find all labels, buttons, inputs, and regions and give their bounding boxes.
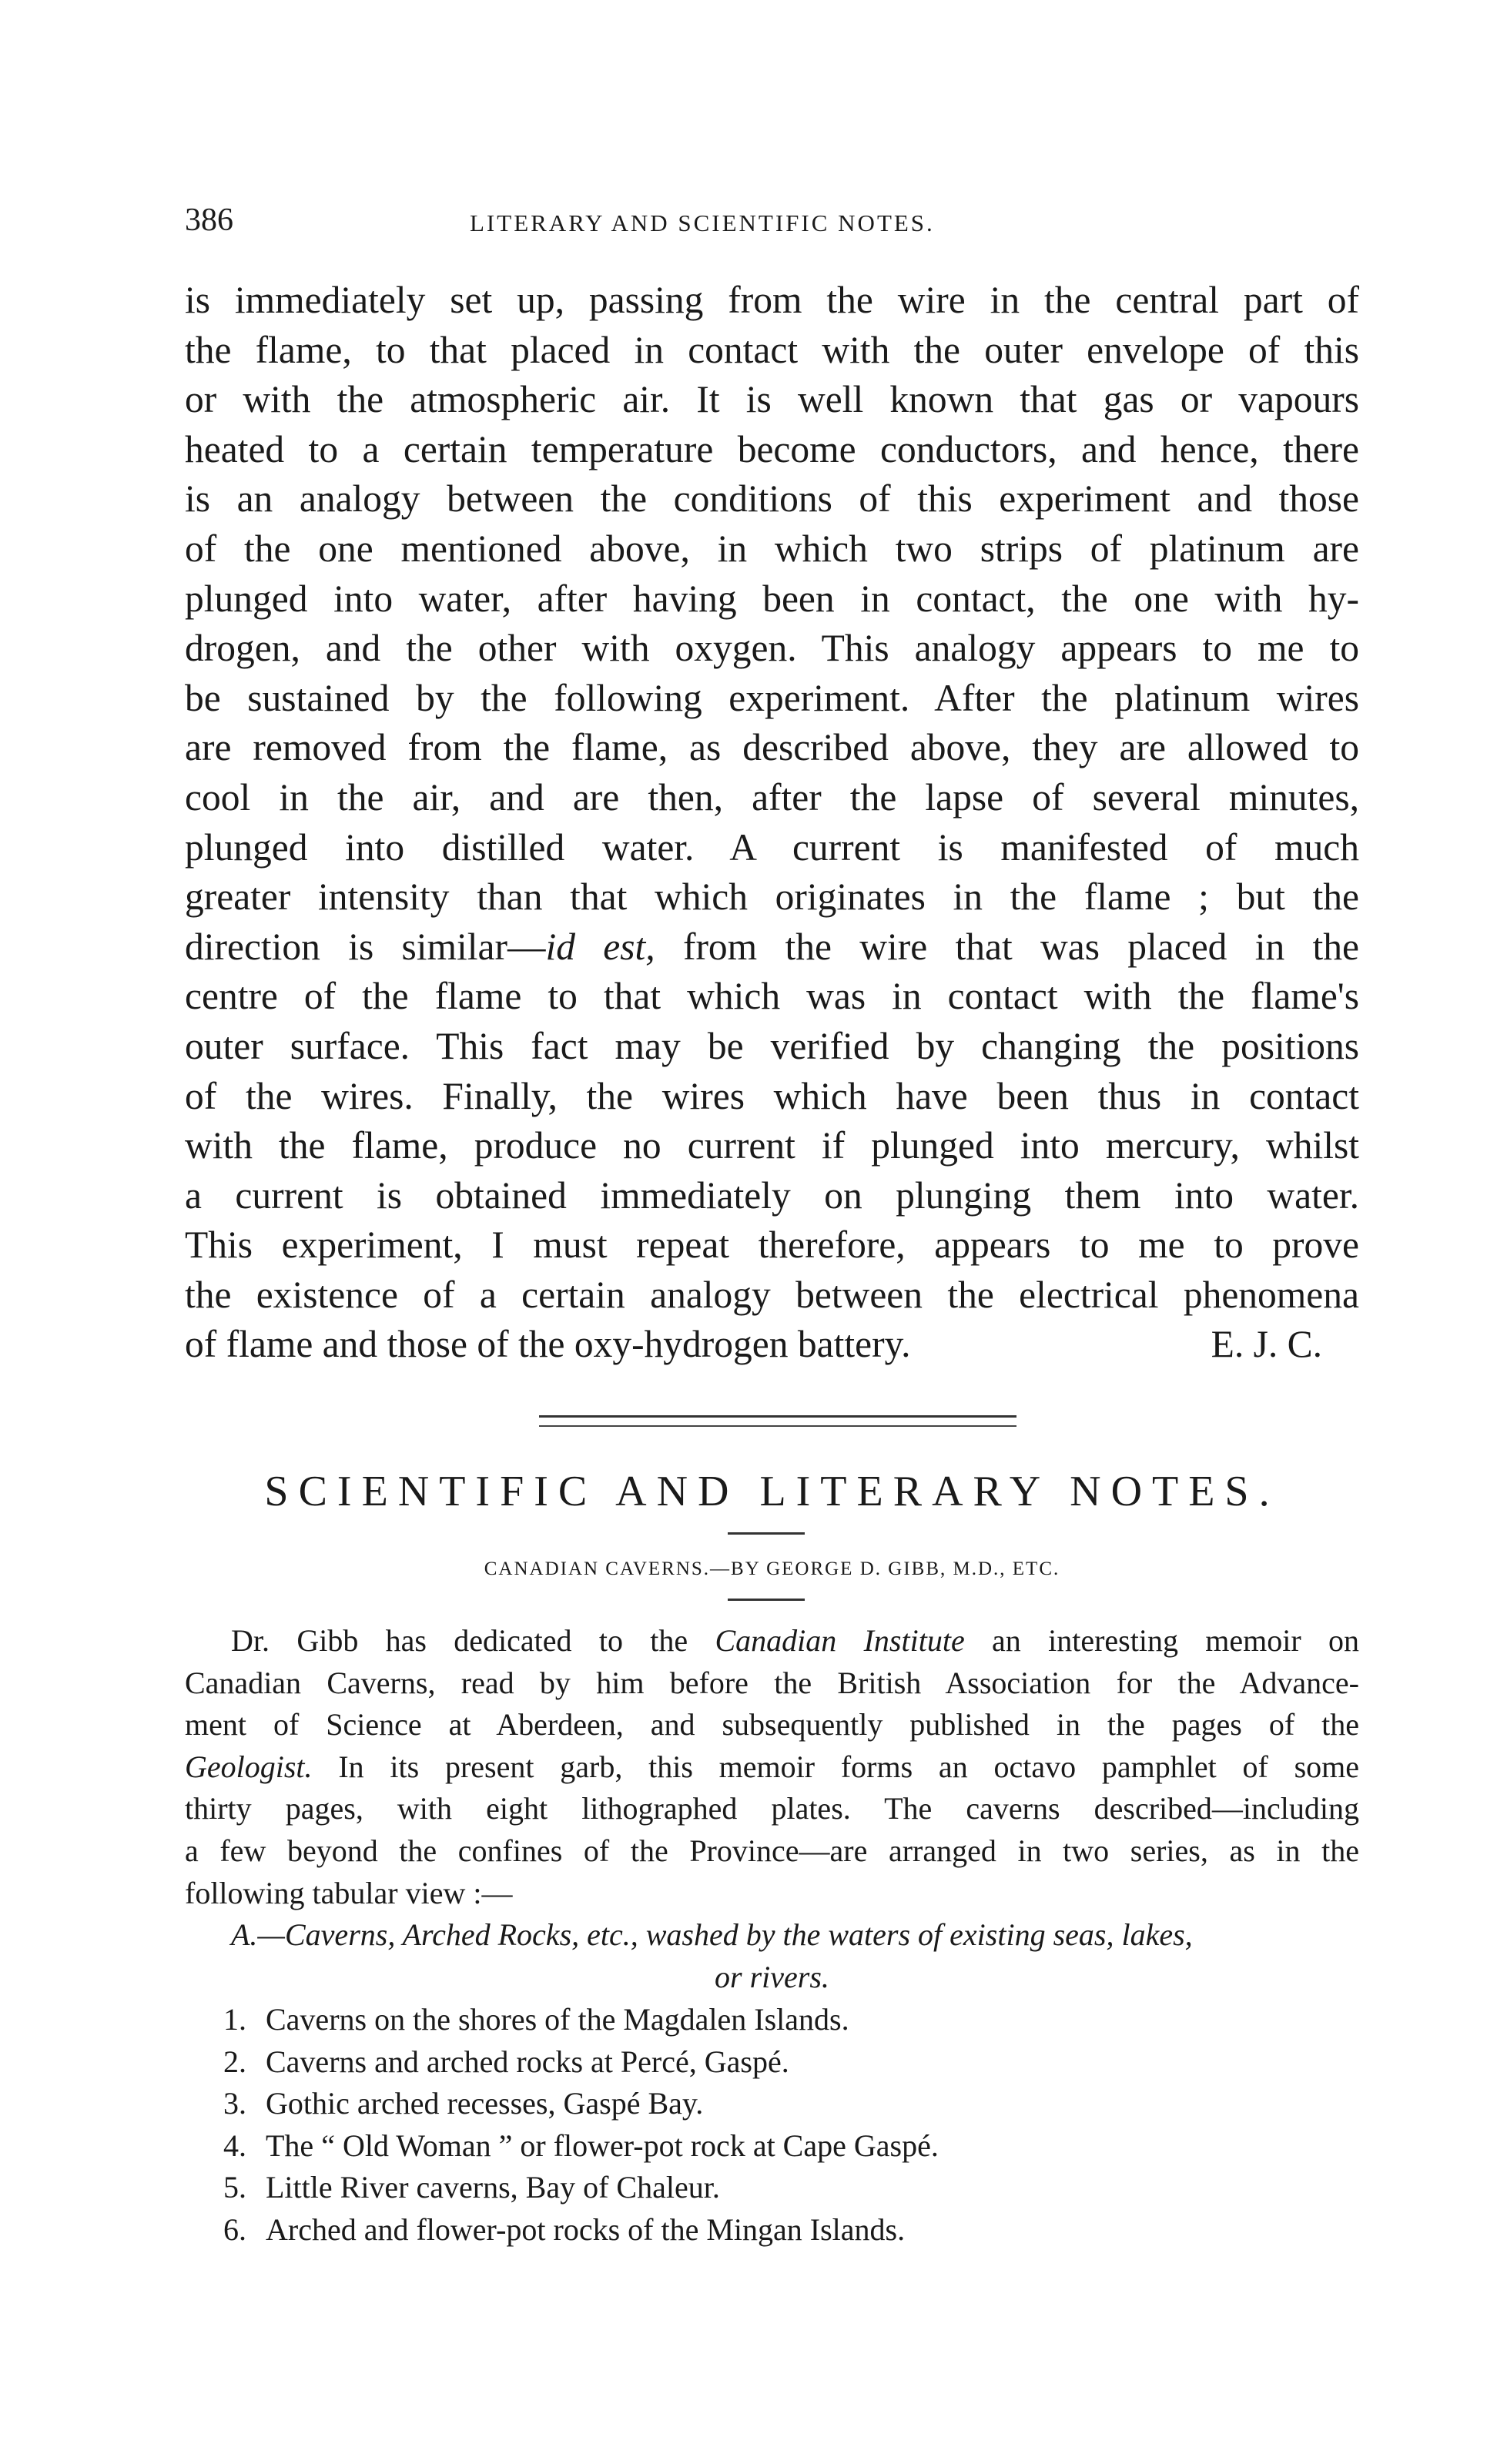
- list-item: [185, 1999, 1359, 2041]
- article-line: be sustained by the following experiment. After the platinum wires: [185, 676, 1359, 719]
- article-line: are removed from the flame, as described above, they are allowed to: [185, 726, 1359, 769]
- section-divider: [539, 1415, 1016, 1427]
- institute-name: Canadian Institute: [715, 1623, 965, 1658]
- article-line: is immediately set up, passing from the wire in the central part of: [185, 279, 1359, 321]
- article-line: is an analogy between the conditions of this experiment and those: [185, 477, 1359, 521]
- item-number: 1.: [223, 2002, 246, 2037]
- article-continuation: [185, 276, 1359, 1370]
- item-text: Little River caverns, Bay of Chaleur.: [266, 2170, 720, 2205]
- item-text: Caverns and arched rocks at Percé, Gaspé.: [266, 2044, 789, 2079]
- article-line: a current is obtained immediately on plunging them into water.: [185, 1173, 1359, 1217]
- list-item: [185, 2125, 1359, 2168]
- series-heading-line: or rivers.: [715, 1959, 829, 1994]
- article-line: of the one mentioned above, in which two strips of platinum are: [185, 527, 1359, 570]
- item-text: Caverns on the shores of the Magdalen Islands.: [266, 2002, 849, 2037]
- notes-paragraph: [185, 1620, 1359, 1914]
- item-text: The “ Old Woman ” or flower-pot rock at Cape Gaspé.: [266, 2128, 939, 2163]
- article-line: [185, 922, 1359, 973]
- notes-line: following tabular view :—: [185, 1875, 513, 1910]
- item-number: 6.: [223, 2211, 246, 2247]
- notes-line: [185, 1746, 1359, 1789]
- notes-text: Dr. Gibb has dedicated to the: [231, 1623, 715, 1658]
- article-line: greater intensity than that which originates in the flame ; but the: [185, 875, 1359, 919]
- title-rule: [728, 1532, 805, 1535]
- notes-text: an interesting memoir on: [964, 1623, 1360, 1658]
- article-text: direction is similar—: [185, 925, 546, 968]
- notes-line: ment of Science at Aberdeen, and subsequently published in the pages of the: [185, 1707, 1359, 1743]
- article-line: of the wires. Finally, the wires which have been thus in contact: [185, 1074, 1359, 1117]
- section-title: SCIENTIFIC AND LITERARY NOTES.: [264, 1468, 1280, 1515]
- list-item: [185, 2167, 1359, 2209]
- notes-line: a few beyond the confines of the Province—are arranged in two series, as in the: [185, 1833, 1359, 1868]
- article-line: with the flame, produce no current if plunged into mercury, whilst: [185, 1124, 1359, 1167]
- article-line: outer surface. This fact may be verified by changing the positions: [185, 1024, 1359, 1067]
- article-line: the flame, to that placed in contact with the outer envelope of this: [185, 328, 1359, 371]
- running-head: [185, 202, 1309, 248]
- item-text: Arched and flower-pot rocks of the Mingan Islands.: [266, 2211, 906, 2247]
- article-subtitle: CANADIAN CAVERNS.—BY GEORGE D. GIBB, M.D., ETC.: [484, 1558, 1060, 1579]
- article-line: or with the atmospheric air. It is well known that gas or vapours: [185, 378, 1359, 421]
- item-number: 3.: [223, 2086, 246, 2121]
- list-item: [185, 2209, 1359, 2251]
- author-signature: E. J. C.: [1211, 1323, 1322, 1366]
- series-a-heading: [185, 1914, 1359, 1998]
- latin-phrase: id est,: [545, 925, 655, 968]
- article-line: the existence of a certain analogy between the electrical phenomena: [185, 1273, 1359, 1316]
- article-text: from the wire that was placed in the: [655, 925, 1359, 968]
- item-number: 5.: [223, 2170, 246, 2205]
- list-item: [185, 2083, 1359, 2125]
- item-text: Gothic arched recesses, Gaspé Bay.: [266, 2086, 704, 2121]
- item-number: 2.: [223, 2044, 246, 2079]
- list-item: [185, 2041, 1359, 2084]
- article-line: plunged into distilled water. A current is manifested of much: [185, 825, 1359, 869]
- series-heading-line: A.—Caverns, Arched Rocks, etc., washed by the waters of existing seas, lakes,: [231, 1917, 1193, 1952]
- running-title: LITERARY AND SCIENTIFIC NOTES.: [470, 209, 935, 236]
- notes-line: thirty pages, with eight lithographed plates. The caverns described—including: [185, 1791, 1359, 1826]
- notes-line: Canadian Caverns, read by him before the British Association for the Advance-: [185, 1665, 1359, 1700]
- article-line: centre of the flame to that which was in contact with the flame's: [185, 975, 1359, 1018]
- subtitle-rule: [728, 1599, 805, 1601]
- article-line: [185, 1320, 1359, 1370]
- article-line: plunged into water, after having been in contact, the one with hy-: [185, 577, 1359, 620]
- notes-text: In its present garb, this memoir forms an octavo pamphlet of some: [312, 1749, 1359, 1784]
- page-number: 386: [185, 203, 233, 238]
- article-text: of flame and those of the oxy-hydrogen battery.: [185, 1323, 911, 1366]
- journal-name: Geologist.: [185, 1749, 313, 1784]
- notes-line: [185, 1620, 1359, 1662]
- article-line: cool in the air, and are then, after the lapse of several minutes,: [185, 775, 1359, 819]
- article-line: heated to a certain temperature become conductors, and hence, there: [185, 427, 1359, 470]
- cavern-list: [185, 1999, 1359, 2251]
- article-line: This experiment, I must repeat therefore, appears to me to prove: [185, 1224, 1359, 1267]
- item-number: 4.: [223, 2128, 246, 2163]
- article-line: drogen, and the other with oxygen. This analogy appears to me to: [185, 627, 1359, 670]
